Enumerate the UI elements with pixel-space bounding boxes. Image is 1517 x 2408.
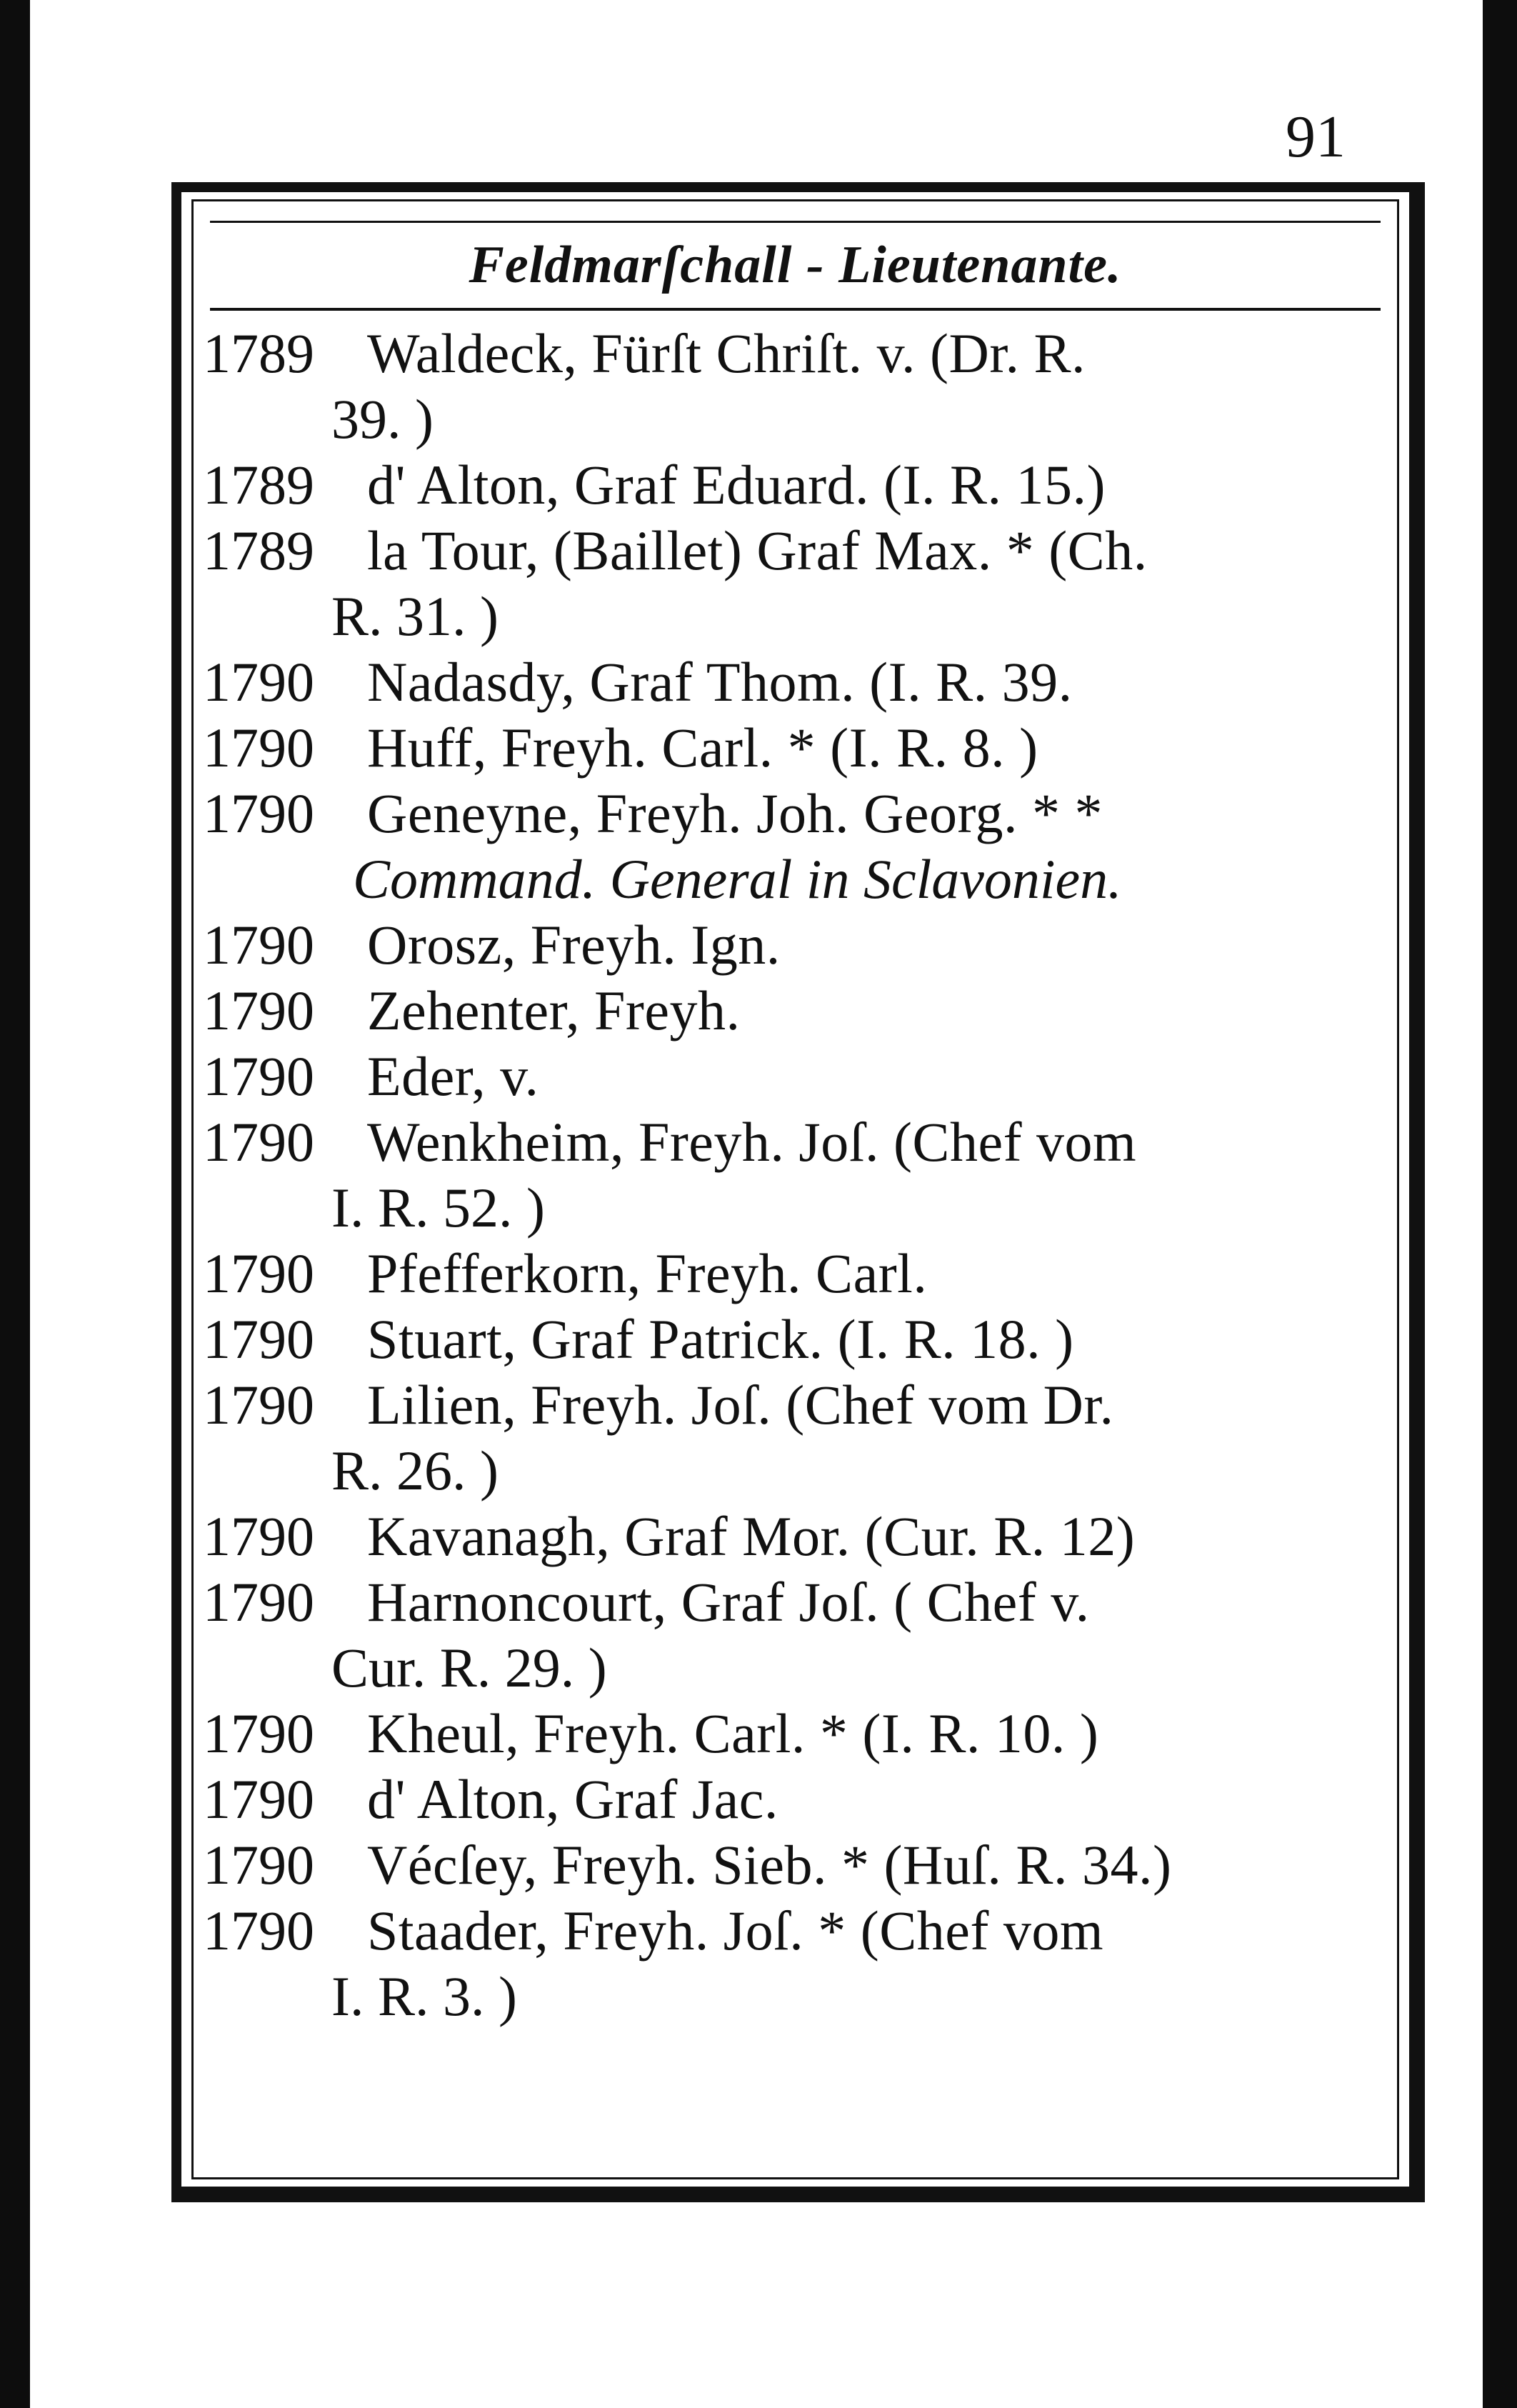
entry-year: 1789 [203,322,314,384]
header-rule-bottom [210,308,1381,311]
list-item [203,1767,1388,1832]
entry-text: Geneyne, Freyh. Joh. Georg. * * [367,782,1103,844]
entry-continuation: Command. General in Sclavonien. [353,848,1122,910]
entry-continuation: Cur. R. 29. ) [331,1637,607,1699]
list-item [203,1701,1388,1767]
list-item [203,781,1388,846]
entry-text: Pfefferkorn, Freyh. Carl. [367,1242,928,1304]
entry-text: Waldeck, Fürſt Chriſt. v. (Dr. R. [367,322,1086,384]
entry-text: d' Alton, Graf Eduard. (I. R. 15.) [367,454,1106,516]
list-item [203,1569,1388,1635]
list-item [203,1898,1388,1964]
list-item [203,1307,1388,1372]
entry-text: Nadasdy, Graf Thom. (I. R. 39. [367,651,1073,713]
entry-text: Vécſey, Freyh. Sieb. * (Huſ. R. 34.) [367,1834,1172,1896]
entry-year: 1790 [203,1834,314,1896]
entry-continuation: I. R. 3. ) [331,1965,517,2027]
list-item [203,321,1388,386]
page-edge-left [0,0,30,2408]
entry-list [203,321,1388,2029]
page-title: Feldmarſchall - Lieutenante. [469,236,1122,294]
entry-continuation: R. 26. ) [331,1439,499,1502]
entry-year: 1790 [203,782,314,844]
entry-continuation: R. 31. ) [331,585,499,647]
entry-year: 1790 [203,1111,314,1173]
list-item [203,1044,1388,1109]
entry-year: 1790 [203,1571,314,1633]
entry-year: 1790 [203,1899,314,1962]
entry-text: Harnoncourt, Graf Joſ. ( Chef v. [367,1571,1090,1633]
entry-year: 1790 [203,979,314,1041]
entry-year: 1790 [203,1045,314,1107]
entry-text: Stuart, Graf Patrick. (I. R. 18. ) [367,1308,1074,1370]
entry-text: Orosz, Freyh. Ign. [367,914,781,976]
entry-text: Staader, Freyh. Joſ. * (Chef vom [367,1899,1104,1962]
entry-year: 1789 [203,519,314,581]
entry-text: Eder, v. [367,1045,539,1107]
entry-continuation: 39. ) [331,388,434,450]
list-item [203,1832,1388,1898]
entry-year: 1790 [203,1702,314,1764]
entry-text: la Tour, (Baillet) Graf Max. * (Ch. [367,519,1148,581]
entry-year: 1790 [203,1505,314,1567]
entry-year: 1790 [203,651,314,713]
list-item [203,452,1388,518]
entry-text: d' Alton, Graf Jac. [367,1768,778,1830]
entry-year: 1790 [203,716,314,779]
entry-year: 1789 [203,454,314,516]
list-item [203,1109,1388,1175]
list-item [203,649,1388,715]
entry-continuation: I. R. 52. ) [331,1176,545,1239]
entry-text: Zehenter, Freyh. [367,979,741,1041]
list-item [203,1504,1388,1569]
entry-year: 1790 [203,914,314,976]
entry-text: Kavanagh, Graf Mor. (Cur. R. 12) [367,1505,1136,1567]
page-edge-right [1483,0,1517,2408]
entry-year: 1790 [203,1308,314,1370]
entry-text: Kheul, Freyh. Carl. * (I. R. 10. ) [367,1702,1099,1764]
list-item [203,518,1388,584]
entry-text: Lilien, Freyh. Joſ. (Chef vom Dr. [367,1374,1114,1436]
list-item [203,912,1388,978]
page-frame [171,182,1425,2202]
entry-year: 1790 [203,1374,314,1436]
header-rule-top [210,221,1381,223]
entry-year: 1790 [203,1242,314,1304]
entry-year: 1790 [203,1768,314,1830]
list-item [203,1241,1388,1307]
list-item [203,1372,1388,1438]
entry-text: Huff, Freyh. Carl. * (I. R. 8. ) [367,716,1038,779]
list-item [203,715,1388,781]
header [210,221,1381,299]
page-number: 91 [1286,104,1346,170]
list-item [203,978,1388,1044]
entry-text: Wenkheim, Freyh. Joſ. (Chef vom [367,1111,1137,1173]
